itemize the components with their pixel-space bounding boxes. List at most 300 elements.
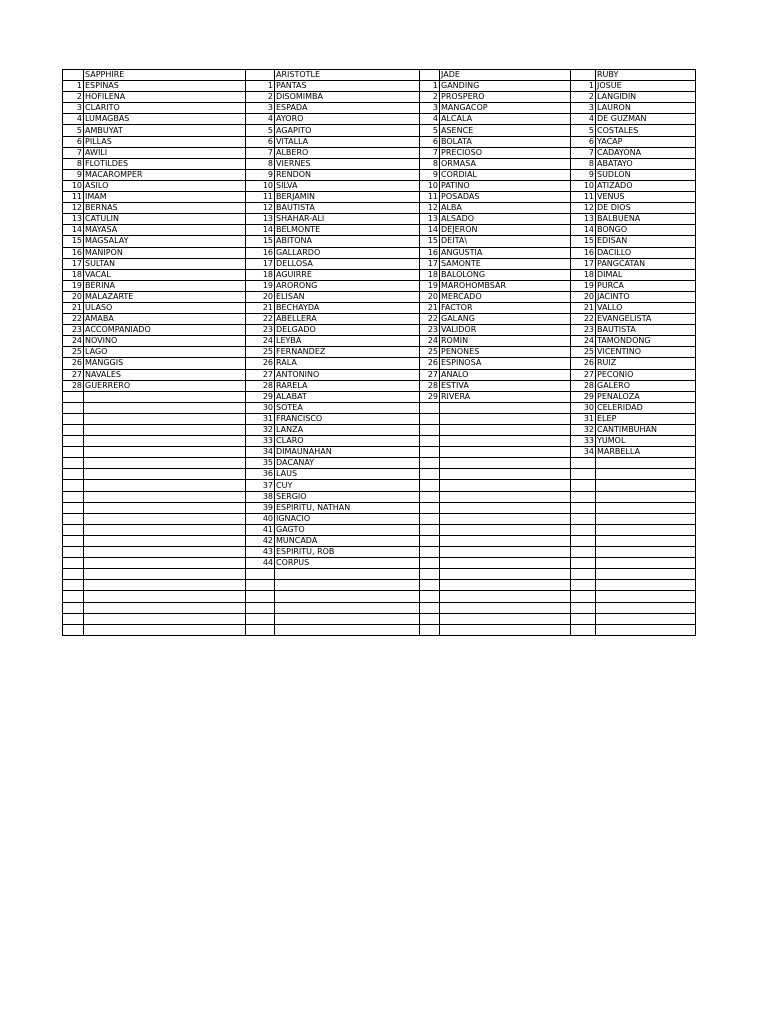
name-cell: ABELLERA xyxy=(275,314,420,325)
number-cell: 23 xyxy=(420,325,440,336)
name-cell: ALSADO xyxy=(440,214,571,225)
number-cell: 40 xyxy=(246,513,275,524)
name-cell: ESPINAS xyxy=(84,81,246,92)
number-cell: 23 xyxy=(571,325,596,336)
name-cell: BERJAMIN xyxy=(275,192,420,203)
table-row xyxy=(63,380,696,391)
number-cell: 20 xyxy=(420,291,440,302)
number-cell: 13 xyxy=(63,214,84,225)
number-cell xyxy=(420,502,440,513)
name-cell: MANGGIS xyxy=(84,358,246,369)
number-cell: 4 xyxy=(246,114,275,125)
name-cell xyxy=(596,513,696,524)
number-cell xyxy=(63,402,84,413)
number-cell: 5 xyxy=(420,125,440,136)
name-cell: DIMAL xyxy=(596,269,696,280)
table-row xyxy=(63,369,696,380)
name-cell xyxy=(275,602,420,613)
name-cell xyxy=(440,458,571,469)
number-cell xyxy=(420,436,440,447)
name-cell: CLARITO xyxy=(84,103,246,114)
number-cell: 11 xyxy=(246,192,275,203)
number-cell: 37 xyxy=(246,480,275,491)
number-cell xyxy=(63,425,84,436)
name-cell xyxy=(84,413,246,424)
number-cell: 18 xyxy=(420,269,440,280)
table-row xyxy=(63,169,696,180)
number-cell: 41 xyxy=(246,524,275,535)
number-cell: 6 xyxy=(63,136,84,147)
name-cell: PANTAS xyxy=(275,81,420,92)
name-cell xyxy=(440,524,571,535)
header-number-cell xyxy=(246,70,275,81)
name-cell: ATIZADO xyxy=(596,180,696,191)
name-cell xyxy=(596,524,696,535)
name-cell: MAYASA xyxy=(84,225,246,236)
number-cell: 28 xyxy=(420,380,440,391)
name-cell: FERNANDEZ xyxy=(275,347,420,358)
number-cell xyxy=(571,580,596,591)
name-cell: DE GUZMAN xyxy=(596,114,696,125)
number-cell: 3 xyxy=(571,103,596,114)
number-cell xyxy=(420,425,440,436)
name-cell xyxy=(84,469,246,480)
name-cell: POSADAS xyxy=(440,192,571,203)
number-cell: 20 xyxy=(63,291,84,302)
name-cell: LEYBA xyxy=(275,336,420,347)
number-cell xyxy=(63,413,84,424)
number-cell xyxy=(420,413,440,424)
name-cell: FACTOR xyxy=(440,302,571,313)
name-cell: ABITONA xyxy=(275,236,420,247)
number-cell xyxy=(420,491,440,502)
number-cell: 14 xyxy=(63,225,84,236)
number-cell: 2 xyxy=(571,92,596,103)
name-cell: ACCOMPANIADO xyxy=(84,325,246,336)
name-cell: BERINA xyxy=(84,280,246,291)
number-cell: 10 xyxy=(246,180,275,191)
name-cell: ALCALA xyxy=(440,114,571,125)
name-cell: NAVALES xyxy=(84,369,246,380)
name-cell: AWILI xyxy=(84,147,246,158)
name-cell: ASILO xyxy=(84,180,246,191)
name-cell: ROMIN xyxy=(440,336,571,347)
number-cell: 22 xyxy=(246,314,275,325)
table-row xyxy=(63,513,696,524)
name-cell: SAMONTE xyxy=(440,258,571,269)
name-cell: MACAROMPER xyxy=(84,169,246,180)
name-cell: TAMONDONG xyxy=(596,336,696,347)
table-row xyxy=(63,214,696,225)
table-row xyxy=(63,125,696,136)
name-cell xyxy=(84,425,246,436)
name-cell: RALA xyxy=(275,358,420,369)
number-cell: 7 xyxy=(420,147,440,158)
number-cell xyxy=(63,591,84,602)
name-cell: ANALO xyxy=(440,369,571,380)
name-cell xyxy=(84,402,246,413)
number-cell: 6 xyxy=(420,136,440,147)
number-cell: 24 xyxy=(420,336,440,347)
number-cell: 22 xyxy=(63,314,84,325)
name-cell: VICENTINO xyxy=(596,347,696,358)
name-cell: PURCA xyxy=(596,280,696,291)
number-cell xyxy=(63,580,84,591)
number-cell xyxy=(63,491,84,502)
name-cell: DIMAUNAHAN xyxy=(275,447,420,458)
name-cell: RUIZ xyxy=(596,358,696,369)
number-cell: 15 xyxy=(63,236,84,247)
table-row xyxy=(63,524,696,535)
name-cell: LAUS xyxy=(275,469,420,480)
number-cell: 25 xyxy=(571,347,596,358)
number-cell xyxy=(420,602,440,613)
number-cell: 24 xyxy=(246,336,275,347)
name-cell: BELMONTE xyxy=(275,225,420,236)
name-cell: BALBUENA xyxy=(596,214,696,225)
name-cell xyxy=(440,413,571,424)
name-cell: VALIDOR xyxy=(440,325,571,336)
table-row xyxy=(63,491,696,502)
number-cell: 10 xyxy=(63,180,84,191)
number-cell: 11 xyxy=(571,192,596,203)
name-cell xyxy=(596,491,696,502)
name-cell: BAUTISTA xyxy=(596,325,696,336)
number-cell xyxy=(63,569,84,580)
table-row xyxy=(63,258,696,269)
number-cell xyxy=(420,447,440,458)
number-cell: 28 xyxy=(63,380,84,391)
number-cell xyxy=(246,591,275,602)
name-cell xyxy=(84,547,246,558)
name-cell: BOLATA xyxy=(440,136,571,147)
number-cell: 4 xyxy=(571,114,596,125)
number-cell: 17 xyxy=(246,258,275,269)
number-cell xyxy=(63,480,84,491)
number-cell: 1 xyxy=(246,81,275,92)
number-cell xyxy=(63,513,84,524)
name-cell: ELEP xyxy=(596,413,696,424)
name-cell xyxy=(440,425,571,436)
name-cell: JACINTO xyxy=(596,291,696,302)
number-cell: 18 xyxy=(571,269,596,280)
name-cell: YACAP xyxy=(596,136,696,147)
number-cell: 3 xyxy=(420,103,440,114)
name-cell: HOFILENA xyxy=(84,92,246,103)
name-cell xyxy=(440,491,571,502)
number-cell: 29 xyxy=(571,391,596,402)
name-cell: MERCADO xyxy=(440,291,571,302)
name-cell: VACAL xyxy=(84,269,246,280)
number-cell: 20 xyxy=(571,291,596,302)
name-cell: FRANCISCO xyxy=(275,413,420,424)
number-cell xyxy=(246,624,275,635)
name-cell: JOSUE xyxy=(596,81,696,92)
name-cell: AMABA xyxy=(84,314,246,325)
number-cell: 28 xyxy=(246,380,275,391)
number-cell xyxy=(63,391,84,402)
number-cell: 18 xyxy=(63,269,84,280)
number-cell: 34 xyxy=(571,447,596,458)
table-row xyxy=(63,147,696,158)
name-cell: ALBERO xyxy=(275,147,420,158)
number-cell: 16 xyxy=(571,247,596,258)
number-cell: 6 xyxy=(246,136,275,147)
number-cell xyxy=(420,535,440,546)
name-cell: RIVERA xyxy=(440,391,571,402)
number-cell: 9 xyxy=(571,169,596,180)
name-cell xyxy=(596,569,696,580)
name-cell: DE DIOS xyxy=(596,203,696,214)
name-cell: CORPUS xyxy=(275,558,420,569)
number-cell: 31 xyxy=(571,413,596,424)
name-cell: DISOMIMBA xyxy=(275,92,420,103)
number-cell: 8 xyxy=(571,158,596,169)
number-cell xyxy=(420,469,440,480)
name-cell: AYORO xyxy=(275,114,420,125)
number-cell xyxy=(246,580,275,591)
name-cell: DACANAY xyxy=(275,458,420,469)
name-cell: MALAZARTE xyxy=(84,291,246,302)
number-cell: 2 xyxy=(420,92,440,103)
name-cell xyxy=(84,580,246,591)
number-cell: 26 xyxy=(420,358,440,369)
name-cell: YUMOL xyxy=(596,436,696,447)
table-row xyxy=(63,558,696,569)
number-cell: 44 xyxy=(246,558,275,569)
number-cell: 12 xyxy=(63,203,84,214)
number-cell: 7 xyxy=(63,147,84,158)
table-row xyxy=(63,180,696,191)
number-cell: 22 xyxy=(571,314,596,325)
group-header-aristotle: ARISTOTLE xyxy=(275,70,420,81)
name-cell: MUNCADA xyxy=(275,535,420,546)
number-cell: 33 xyxy=(246,436,275,447)
name-cell xyxy=(84,591,246,602)
number-cell xyxy=(63,624,84,635)
name-cell: CLARO xyxy=(275,436,420,447)
name-cell: DEITA\ xyxy=(440,236,571,247)
number-cell: 16 xyxy=(246,247,275,258)
name-cell xyxy=(84,558,246,569)
name-cell xyxy=(84,602,246,613)
name-cell: EVANGELISTA xyxy=(596,314,696,325)
number-cell: 19 xyxy=(571,280,596,291)
name-cell xyxy=(440,535,571,546)
number-cell xyxy=(63,447,84,458)
table-row xyxy=(63,225,696,236)
name-cell xyxy=(440,447,571,458)
name-cell: AGUIRRE xyxy=(275,269,420,280)
number-cell: 25 xyxy=(420,347,440,358)
name-cell xyxy=(84,436,246,447)
number-cell: 17 xyxy=(571,258,596,269)
name-cell: BALOLONG xyxy=(440,269,571,280)
table-row xyxy=(63,358,696,369)
name-cell xyxy=(84,524,246,535)
number-cell: 19 xyxy=(63,280,84,291)
number-cell: 5 xyxy=(571,125,596,136)
number-cell xyxy=(420,458,440,469)
number-cell xyxy=(420,524,440,535)
name-cell: GAGTO xyxy=(275,524,420,535)
number-cell xyxy=(63,547,84,558)
table-row xyxy=(63,425,696,436)
number-cell: 13 xyxy=(571,214,596,225)
name-cell: DELLOSA xyxy=(275,258,420,269)
number-cell xyxy=(420,624,440,635)
name-cell xyxy=(84,480,246,491)
number-cell: 30 xyxy=(246,402,275,413)
name-cell: SOTEA xyxy=(275,402,420,413)
number-cell xyxy=(420,513,440,524)
name-cell: LANZA xyxy=(275,425,420,436)
number-cell xyxy=(571,547,596,558)
header-number-cell xyxy=(571,70,596,81)
name-cell: BONGO xyxy=(596,225,696,236)
number-cell: 11 xyxy=(420,192,440,203)
name-cell xyxy=(440,469,571,480)
header-number-cell xyxy=(63,70,84,81)
number-cell: 42 xyxy=(246,535,275,546)
table-row xyxy=(63,81,696,92)
name-cell: SUDLON xyxy=(596,169,696,180)
name-cell: SERGIO xyxy=(275,491,420,502)
number-cell: 33 xyxy=(571,436,596,447)
number-cell xyxy=(63,458,84,469)
number-cell: 32 xyxy=(246,425,275,436)
number-cell xyxy=(571,624,596,635)
number-cell: 17 xyxy=(63,258,84,269)
name-cell xyxy=(84,458,246,469)
number-cell: 26 xyxy=(63,358,84,369)
name-cell xyxy=(596,480,696,491)
table-row xyxy=(63,103,696,114)
table-row xyxy=(63,624,696,635)
name-cell xyxy=(84,569,246,580)
table-row xyxy=(63,469,696,480)
name-cell: LAURON xyxy=(596,103,696,114)
name-cell xyxy=(596,502,696,513)
number-cell: 1 xyxy=(420,81,440,92)
number-cell xyxy=(63,436,84,447)
number-cell: 23 xyxy=(246,325,275,336)
name-cell xyxy=(84,613,246,624)
number-cell xyxy=(571,491,596,502)
name-cell: ASENCE xyxy=(440,125,571,136)
number-cell xyxy=(63,524,84,535)
number-cell xyxy=(571,458,596,469)
name-cell: ESPIRITU, ROB xyxy=(275,547,420,558)
name-cell xyxy=(84,535,246,546)
name-cell: SULTAN xyxy=(84,258,246,269)
name-cell: VALLO xyxy=(596,302,696,313)
name-cell: CADAYONA xyxy=(596,147,696,158)
number-cell: 9 xyxy=(63,169,84,180)
name-cell xyxy=(440,480,571,491)
number-cell: 27 xyxy=(63,369,84,380)
header-number-cell xyxy=(420,70,440,81)
number-cell: 10 xyxy=(571,180,596,191)
name-cell xyxy=(596,591,696,602)
number-cell xyxy=(420,402,440,413)
name-cell: IMAM xyxy=(84,192,246,203)
name-cell: NOVINO xyxy=(84,336,246,347)
name-cell: ULASO xyxy=(84,302,246,313)
number-cell: 27 xyxy=(246,369,275,380)
table-row xyxy=(63,247,696,258)
name-cell: PENALOZA xyxy=(596,391,696,402)
table-row xyxy=(63,502,696,513)
table-row xyxy=(63,314,696,325)
class-roster-table xyxy=(62,69,696,636)
number-cell: 10 xyxy=(420,180,440,191)
name-cell xyxy=(84,447,246,458)
name-cell: ORMASA xyxy=(440,158,571,169)
number-cell: 2 xyxy=(246,92,275,103)
group-header-jade: JADE xyxy=(440,70,571,81)
name-cell: MANIPON xyxy=(84,247,246,258)
number-cell: 31 xyxy=(246,413,275,424)
name-cell: SHAHAR-ALI xyxy=(275,214,420,225)
name-cell: CORDIAL xyxy=(440,169,571,180)
number-cell: 17 xyxy=(420,258,440,269)
name-cell xyxy=(596,469,696,480)
name-cell: ESPADA xyxy=(275,103,420,114)
number-cell: 8 xyxy=(63,158,84,169)
number-cell xyxy=(571,613,596,624)
table-row xyxy=(63,569,696,580)
table-row xyxy=(63,413,696,424)
number-cell: 20 xyxy=(246,291,275,302)
name-cell: LAGO xyxy=(84,347,246,358)
name-cell: ELISAN xyxy=(275,291,420,302)
name-cell: IGNACIO xyxy=(275,513,420,524)
number-cell: 26 xyxy=(571,358,596,369)
number-cell xyxy=(420,558,440,569)
table-row xyxy=(63,535,696,546)
number-cell xyxy=(63,502,84,513)
table-row xyxy=(63,436,696,447)
number-cell: 24 xyxy=(571,336,596,347)
number-cell: 5 xyxy=(246,125,275,136)
name-cell xyxy=(440,436,571,447)
table-row xyxy=(63,480,696,491)
number-cell: 16 xyxy=(420,247,440,258)
name-cell: CELERIDAD xyxy=(596,402,696,413)
number-cell: 1 xyxy=(571,81,596,92)
number-cell xyxy=(571,480,596,491)
number-cell: 43 xyxy=(246,547,275,558)
number-cell: 14 xyxy=(246,225,275,236)
number-cell: 26 xyxy=(246,358,275,369)
number-cell xyxy=(571,513,596,524)
name-cell: PATINO xyxy=(440,180,571,191)
number-cell: 12 xyxy=(420,203,440,214)
name-cell: PILLAS xyxy=(84,136,246,147)
table-row xyxy=(63,580,696,591)
name-cell: ALABAT xyxy=(275,391,420,402)
number-cell: 8 xyxy=(246,158,275,169)
name-cell xyxy=(275,580,420,591)
name-cell: BERNAS xyxy=(84,203,246,214)
name-cell: CATULIN xyxy=(84,214,246,225)
name-cell: CANTIMBUHAN xyxy=(596,425,696,436)
table-row xyxy=(63,402,696,413)
name-cell xyxy=(596,558,696,569)
number-cell: 23 xyxy=(63,325,84,336)
number-cell: 12 xyxy=(246,203,275,214)
